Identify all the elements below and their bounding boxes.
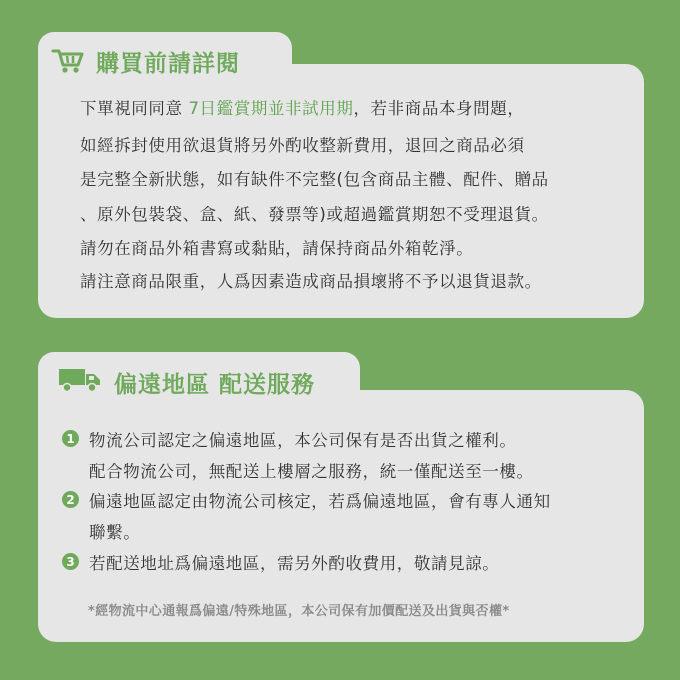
purchase-line-1 [80, 95, 524, 119]
shipping-footnote: *經物流中心通報爲偏遠/特殊地區，本公司保有加價配送及出貨與否權* [88, 604, 510, 619]
purchase-line-4: 、原外包裝袋、盒、紙、發票等)或超過鑑賞期恕不受理退貨。 [80, 205, 549, 224]
purchase-line-6: 請注意商品限重，人爲因素造成商品損壞將不予以退貨退款。 [80, 272, 542, 291]
item-number-3: 3 [62, 553, 79, 570]
purchase-line-1-post: ，若非商品本身問題， [353, 99, 525, 118]
item-number-1: 1 [62, 430, 79, 447]
shipping-item-1-line-1: 物流公司認定之偏遠地區，本公司保有是否出貨之權利。 [89, 431, 517, 450]
shipping-title: 偏遠地區 配送服務 [114, 372, 316, 398]
shopping-cart-icon [51, 47, 85, 75]
trial-period-highlight: 7日鑑賞期並非試用期 [188, 99, 354, 118]
shipping-item-3-line-1: 若配送地址爲偏遠地區，需另外酌收費用，敬請見諒。 [89, 554, 500, 573]
shipping-item-2-line-2: 聯繫。 [89, 523, 141, 542]
purchase-line-3: 是完整全新狀態，如有缺件不完整(包含商品主體、配件、贈品 [80, 170, 549, 189]
shipping-item-1-line-2: 配合物流公司，無配送上樓層之服務，統一僅配送至一樓。 [89, 462, 534, 481]
purchase-line-2: 如經拆封使用欲退貨將另外酌收整新費用，退回之商品必須 [80, 136, 525, 155]
item-number-2: 2 [62, 491, 79, 508]
purchase-title: 購買前請詳閱 [96, 51, 240, 77]
shipping-item-2-line-1: 偏遠地區認定由物流公司核定，若爲偏遠地區，會有專人通知 [89, 492, 551, 511]
delivery-truck-icon [58, 367, 102, 393]
purchase-line-1-pre: 下單視同同意 [80, 99, 189, 118]
purchase-line-5: 請勿在商品外箱書寫或黏貼，請保持商品外箱乾淨。 [80, 239, 474, 258]
